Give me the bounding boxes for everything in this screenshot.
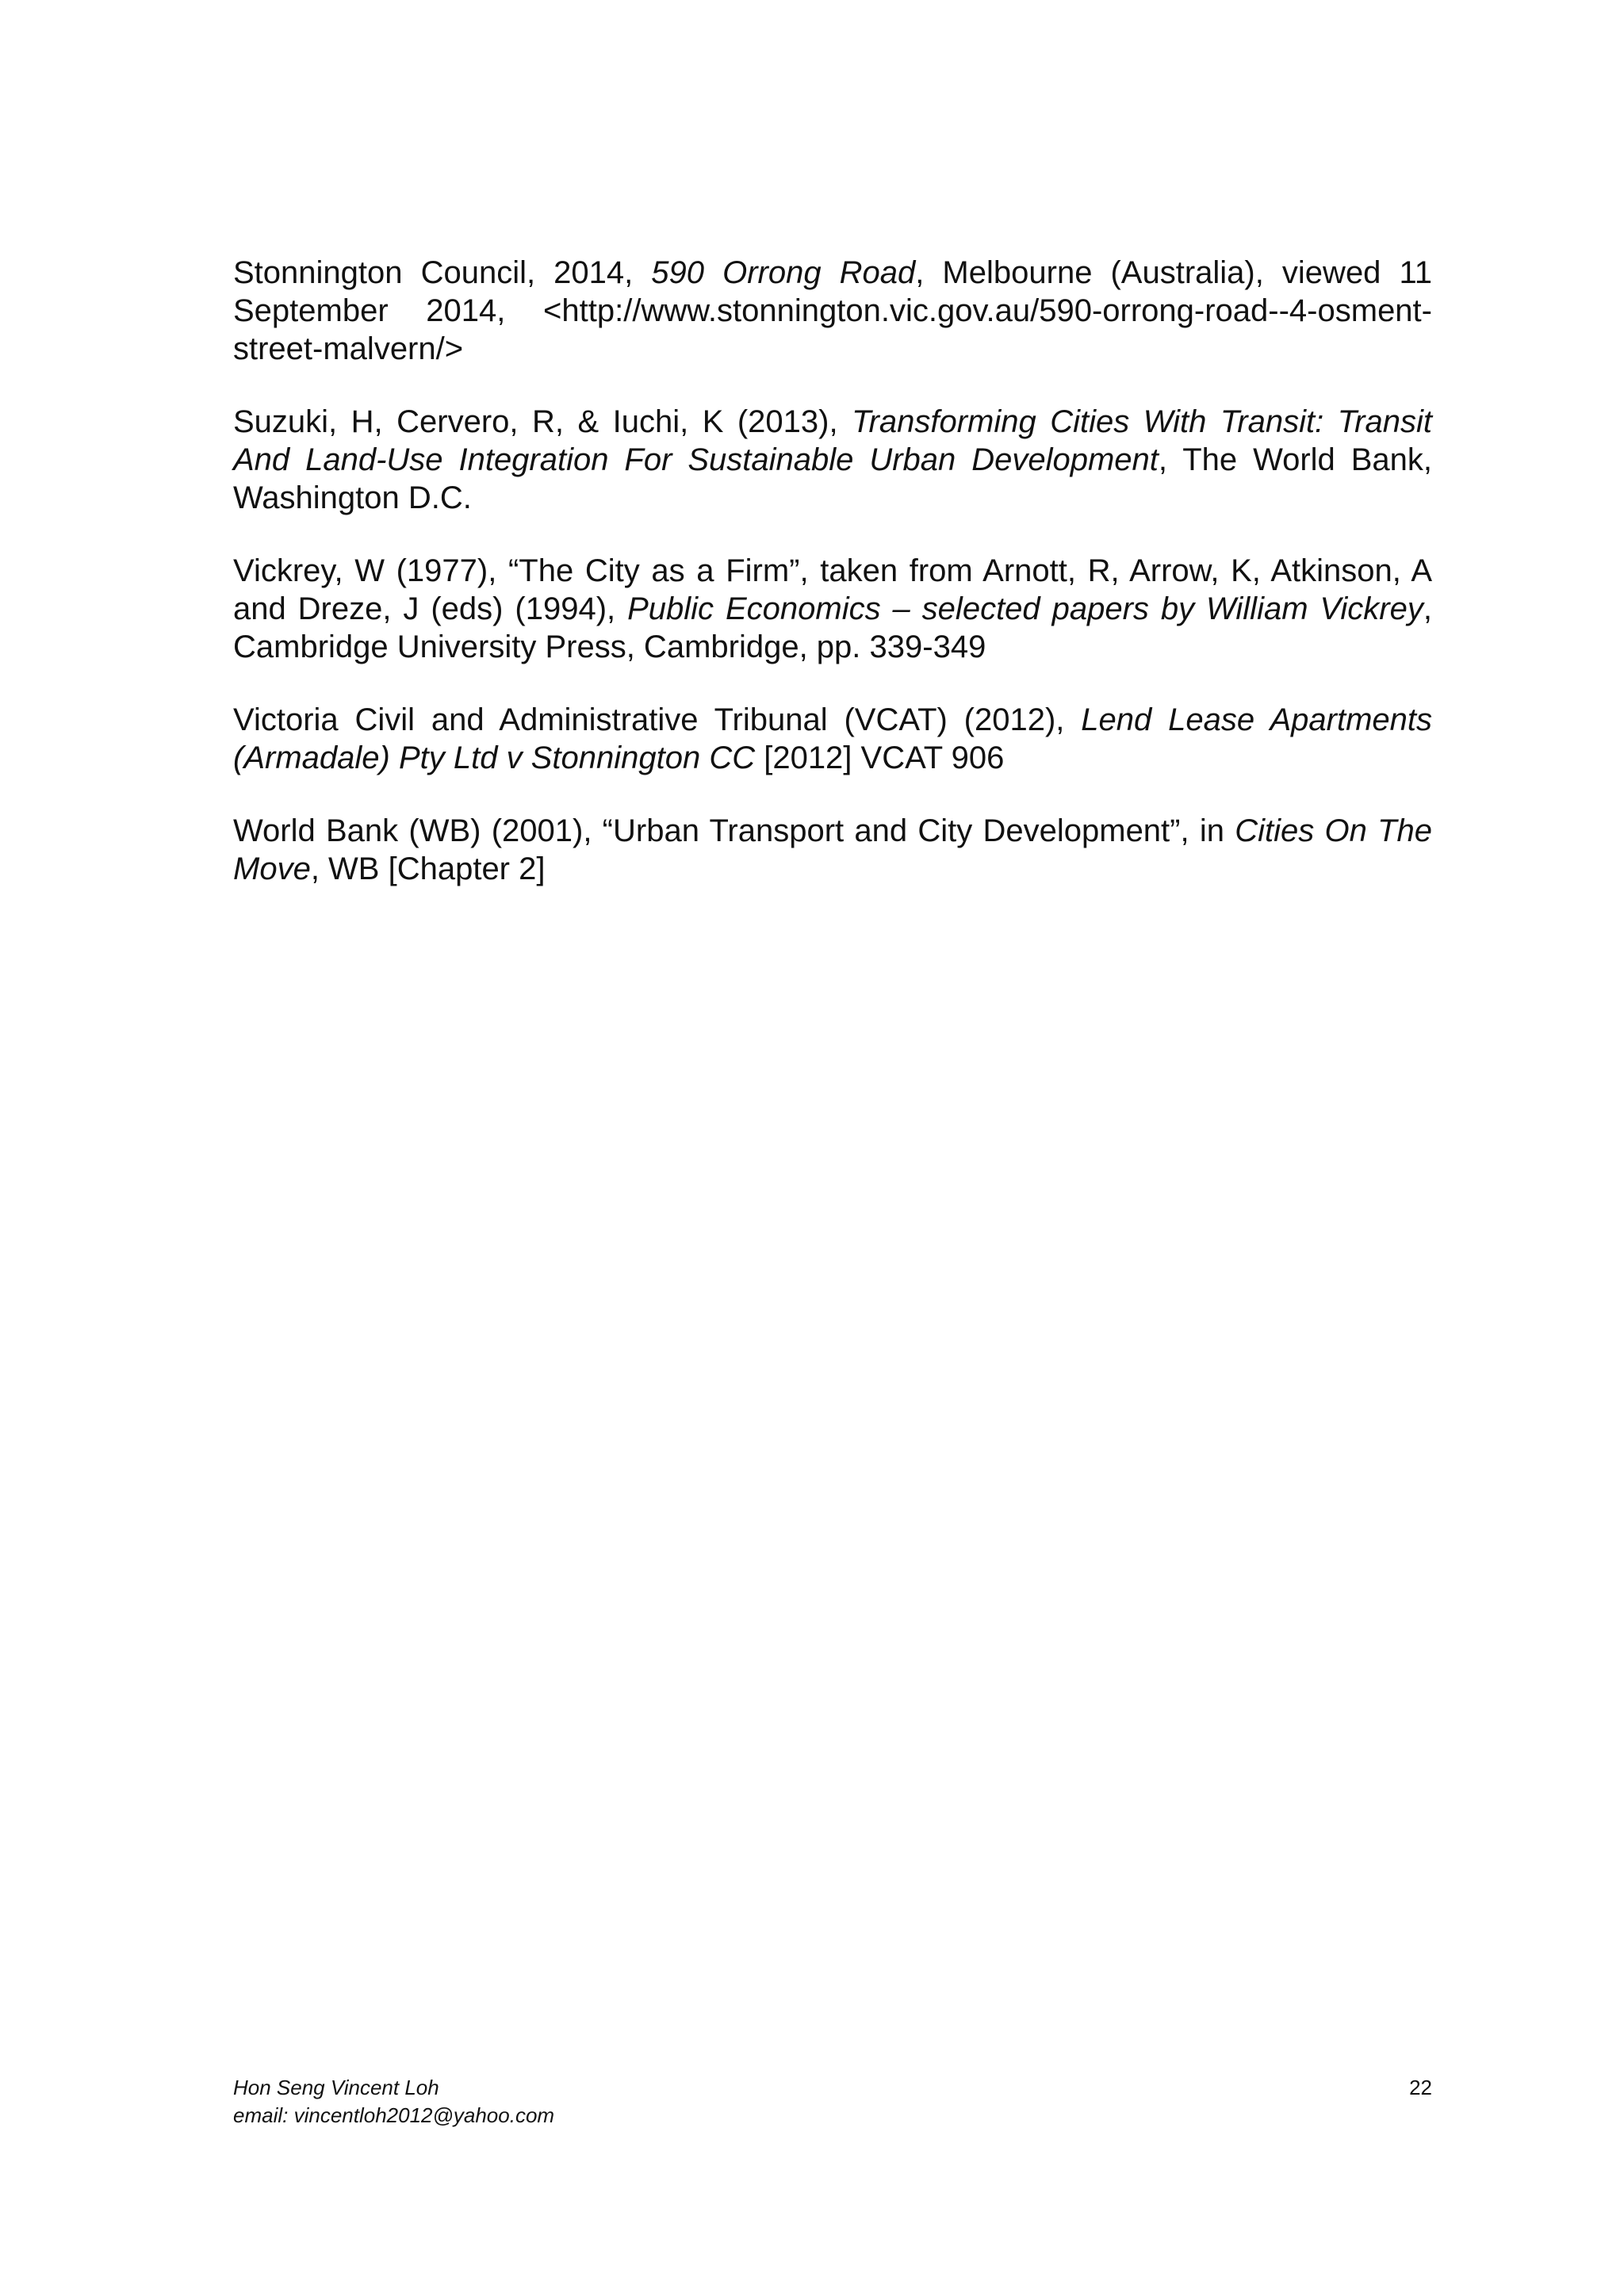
reference-entry [233, 254, 1432, 368]
reference-text: Vickrey, W (1977), “The City as a Firm”, taken from Arnott, R, Arrow, K, Atkinson, A and Dreze, J (eds) (1994), [233, 553, 1432, 626]
reference-text: , The World Bank, Washington D.C. [233, 442, 1433, 515]
reference-entry [233, 552, 1432, 666]
reference-text: , Cambridge University Press, Cambridge, pp. 339-349 [233, 591, 1432, 664]
reference-text: , WB [Chapter 2] [310, 851, 546, 886]
reference-text: Victoria Civil and Administrative Tribunal (VCAT) (2012), [233, 702, 1082, 737]
page-number: 22 [1409, 2076, 1432, 2099]
footer-email: email: vincentloh2012@yahoo.com [233, 2103, 555, 2127]
reference-title: 590 Orrong Road [651, 255, 916, 290]
reference-text: Suzuki, H, Cervero, R, & Iuchi, K (2013), [233, 404, 852, 439]
reference-entry [233, 701, 1432, 777]
reference-title: Lend Lease Apartments (Armadale) Pty Ltd v Stonnington CC [233, 702, 1432, 775]
reference-text: [2012] VCAT 906 [755, 740, 1005, 775]
reference-entry [233, 812, 1432, 888]
reference-title: Transforming Cities With Transit: Transit And Land-Use Integration For Sustainable Urban Development [233, 404, 1432, 477]
page-footer [233, 2074, 1432, 2130]
reference-entry [233, 403, 1432, 517]
reference-text: World Bank (WB) (2001), “Urban Transport and City Development”, in [233, 813, 1235, 848]
reference-list [233, 254, 1432, 923]
reference-title: Cities On The Move [233, 813, 1433, 886]
reference-title: Public Economics – selected papers by William Vickrey [627, 591, 1423, 626]
footer-author: Hon Seng Vincent Loh [233, 2076, 439, 2099]
reference-text: , Melbourne (Australia), viewed 11 September 2014, <http://www.stonnington.vic.gov.au/590-orrong-road--4-osment-street-malvern/> [233, 255, 1433, 366]
reference-text: Stonnington Council, 2014, [233, 255, 652, 290]
